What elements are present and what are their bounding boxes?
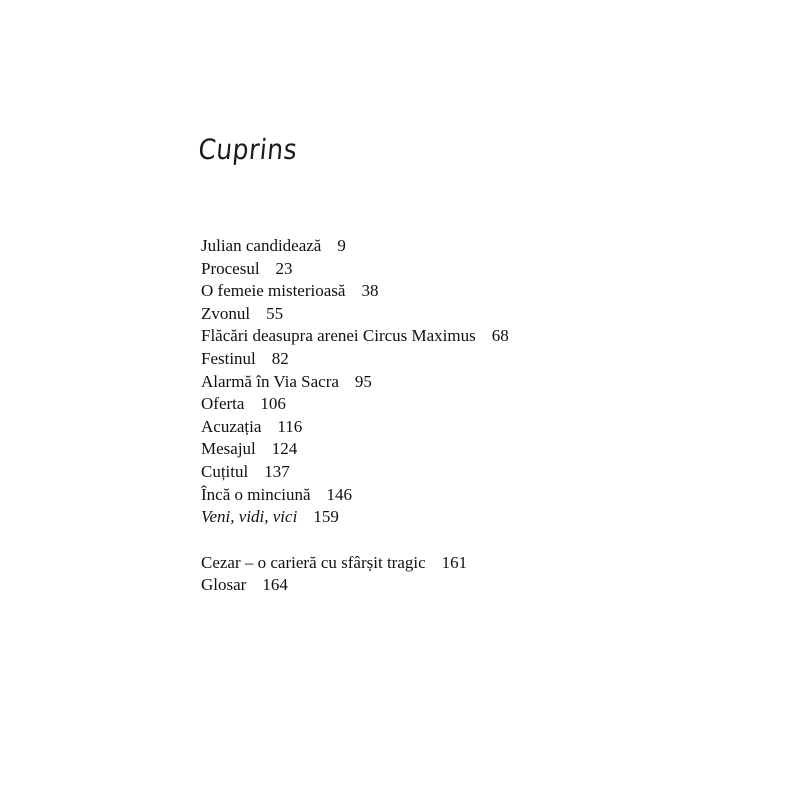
toc-entry — [201, 258, 761, 281]
page-title: Cuprins — [196, 133, 299, 166]
toc-entry-label: Veni, vidi, vici — [201, 507, 298, 527]
toc-entry-label: Cezar – o carieră cu sfârșit tragic — [201, 552, 426, 572]
toc-entry-page: 146 — [326, 484, 353, 504]
toc-entry — [201, 280, 761, 303]
toc-entry-label: Festinul — [201, 348, 256, 368]
toc-appendix-entry — [201, 552, 761, 575]
toc-entry — [201, 438, 761, 461]
toc-entry-page: 9 — [337, 236, 346, 255]
toc-entry-label: O femeie misterioasă — [201, 281, 346, 301]
toc-entry-label: Zvonul — [201, 303, 251, 323]
toc-entry-label: Oferta — [201, 394, 245, 414]
toc-entry-page: 23 — [275, 258, 293, 278]
toc-entry — [201, 461, 761, 484]
toc-entry — [201, 506, 761, 529]
toc-entry — [201, 348, 761, 371]
toc-entry-label: Julian candidează — [201, 236, 322, 255]
toc-entry-page: 137 — [264, 461, 290, 481]
toc-entry-page: 55 — [266, 303, 284, 323]
toc-entry-label: Mesajul — [201, 439, 256, 459]
toc-entry-label: Alarmă în Via Sacra — [201, 371, 339, 391]
toc-entry-page: 164 — [262, 575, 288, 595]
toc-entry-page: 124 — [271, 439, 298, 459]
toc-entry — [201, 235, 761, 258]
toc-entry — [201, 393, 761, 416]
toc-entry — [201, 416, 761, 439]
toc-entry-label: Încă o minciună — [201, 484, 311, 504]
section-gap — [201, 529, 761, 552]
toc-entry — [201, 325, 761, 348]
toc-entry — [201, 303, 761, 326]
toc-entry-label: Flăcări deasupra arenei Circus Maximus — [201, 326, 476, 346]
toc-entry-label: Glosar — [201, 575, 247, 595]
table-of-contents — [201, 235, 761, 597]
toc-appendix-entry — [201, 574, 761, 597]
toc-entry-page: 82 — [271, 348, 289, 368]
toc-entry-page: 68 — [491, 326, 509, 346]
toc-entry-page: 95 — [354, 371, 372, 391]
toc-entry — [201, 371, 761, 394]
toc-entry-page: 38 — [361, 281, 379, 301]
toc-entry-page: 106 — [260, 394, 286, 414]
toc-entry-label: Cuțitul — [201, 461, 249, 481]
toc-entry — [201, 484, 761, 507]
toc-entry-label: Acuzația — [201, 416, 262, 436]
toc-entry-page: 116 — [277, 416, 303, 436]
toc-entry-label: Procesul — [201, 258, 260, 278]
toc-entry-page: 159 — [313, 507, 339, 527]
toc-entry-page: 161 — [441, 552, 468, 572]
